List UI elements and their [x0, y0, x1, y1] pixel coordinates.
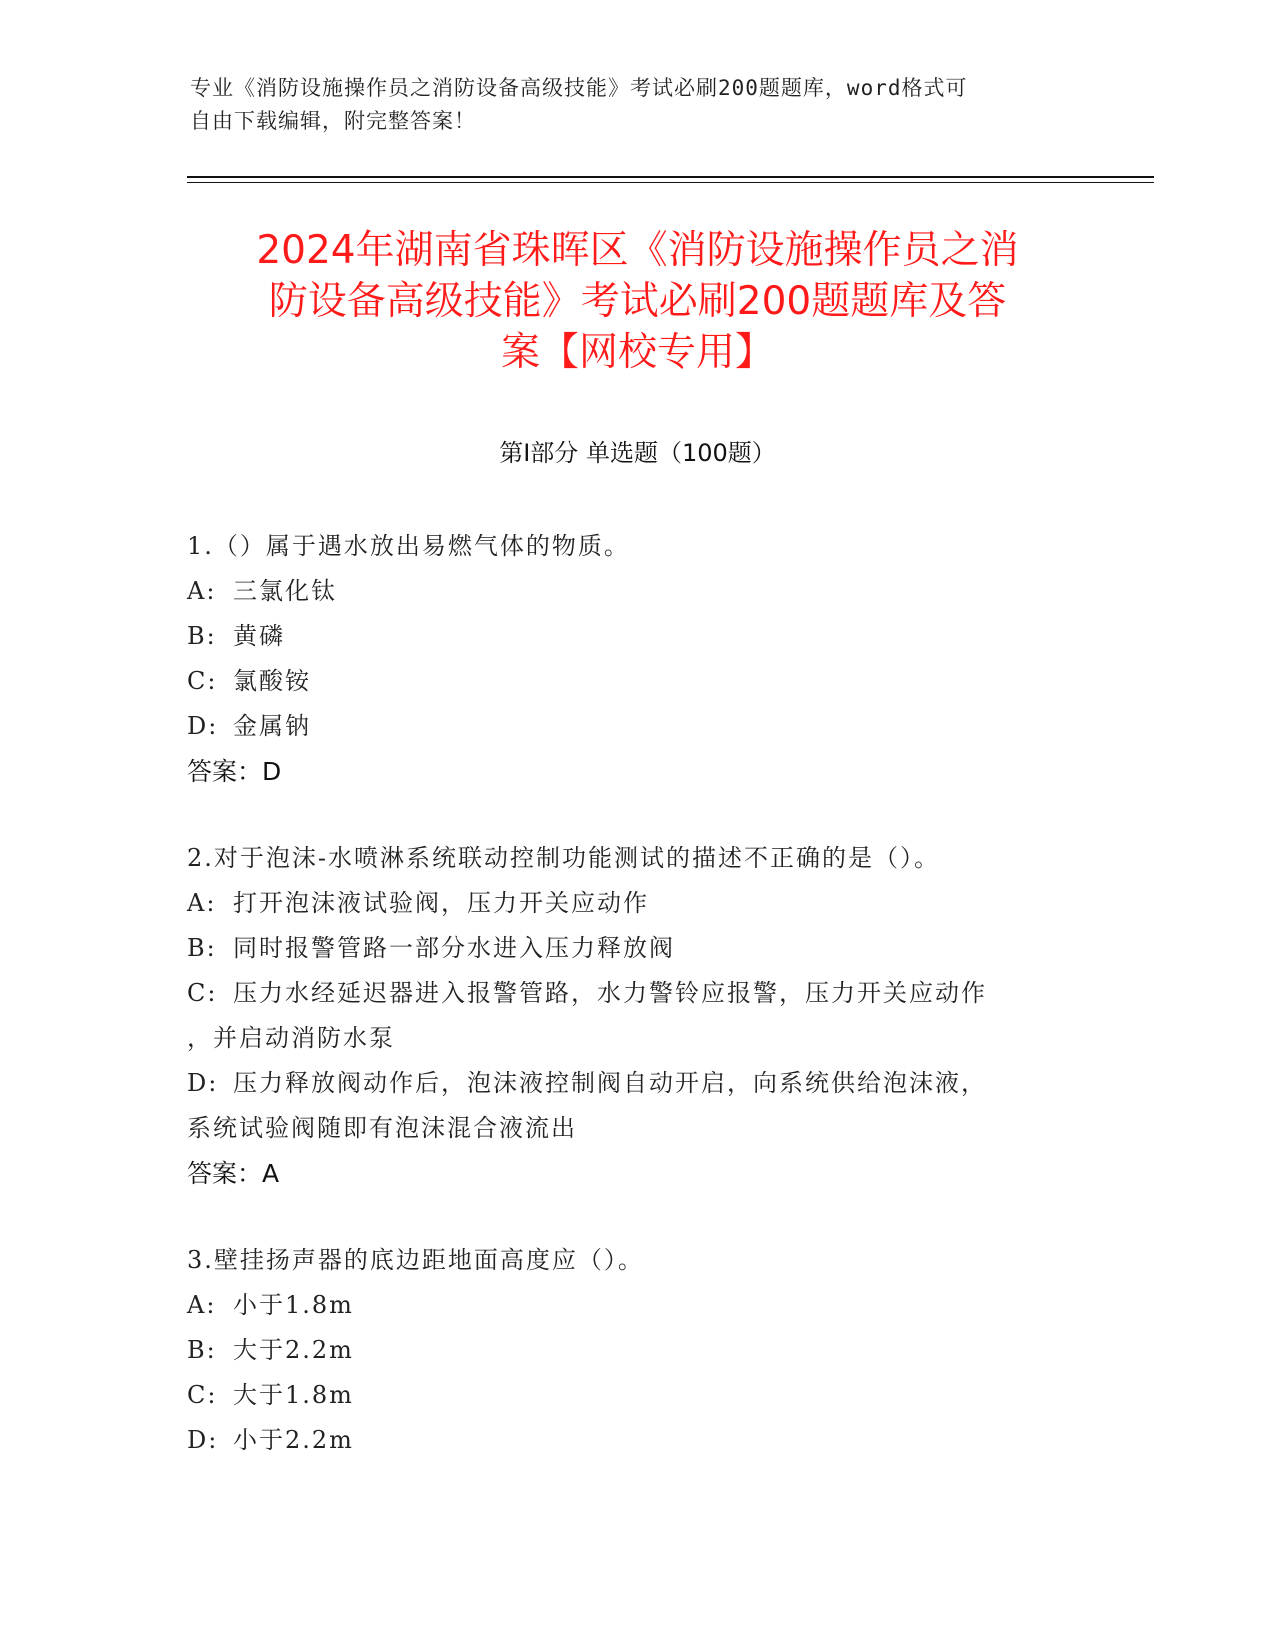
- document-title-line-2: 防设备高级技能》考试必刷200题题库及答: [268, 279, 1007, 324]
- option-text: 黄磷: [233, 622, 285, 650]
- option-text: 大于2.2m: [233, 1336, 354, 1364]
- option-letter: B:: [187, 622, 217, 650]
- question-option: [187, 1106, 1087, 1151]
- header-divider-thin: [187, 182, 1154, 183]
- document-title-line-3: 案【网校专用】: [500, 330, 774, 375]
- section-title: 第Ⅰ部分 单选题（100题）: [499, 439, 776, 467]
- document-title: [180, 225, 1095, 378]
- question-option: [187, 569, 1087, 614]
- option-letter: B:: [187, 934, 217, 962]
- question-option: [187, 1016, 1087, 1061]
- option-text: 大于1.8m: [233, 1381, 354, 1409]
- option-letter: D:: [187, 712, 219, 740]
- question-stem: 1.（）属于遇水放出易燃气体的物质。: [187, 532, 630, 560]
- question-list: [187, 524, 1087, 1505]
- question-option: [187, 614, 1087, 659]
- option-text: 同时报警管路一部分水进入压力释放阀: [233, 934, 675, 962]
- question-option: [187, 971, 1087, 1016]
- header-note-line-2: 自由下载编辑，附完整答案！: [190, 109, 476, 133]
- question-item: [187, 524, 1087, 794]
- question-option: [187, 1418, 1087, 1463]
- question-option: [187, 1283, 1087, 1328]
- option-text: 三氯化钛: [233, 577, 337, 605]
- header-divider-thick: [187, 176, 1154, 178]
- option-letter: A:: [187, 1291, 217, 1319]
- question-stem: 3.壁挂扬声器的底边距地面高度应（）。: [187, 1246, 644, 1274]
- option-text: ，并启动消防水泵: [187, 1024, 395, 1052]
- question-option: [187, 704, 1087, 749]
- option-text: 打开泡沫液试验阀，压力开关应动作: [233, 889, 649, 917]
- option-text: 压力释放阀动作后，泡沫液控制阀自动开启，向系统供给泡沫液，: [233, 1069, 987, 1097]
- option-letter: D:: [187, 1426, 219, 1454]
- header-note-line-1: 专业《消防设施操作员之消防设备高级技能》考试必刷200题题库，word格式可: [190, 76, 968, 100]
- option-letter: A:: [187, 577, 217, 605]
- question-item: [187, 836, 1087, 1196]
- option-text: 氯酸铵: [233, 667, 311, 695]
- header-note: [190, 72, 1080, 138]
- question-option: [187, 659, 1087, 704]
- option-text: 压力水经延迟器进入报警管路，水力警铃应报警，压力开关应动作: [233, 979, 987, 1007]
- option-text: 系统试验阀随即有泡沫混合液流出: [187, 1114, 577, 1142]
- question-option: [187, 1061, 1087, 1106]
- question-answer: 答案：D: [187, 757, 282, 786]
- option-letter: D:: [187, 1069, 219, 1097]
- option-text: 小于2.2m: [233, 1426, 354, 1454]
- option-letter: B:: [187, 1336, 217, 1364]
- question-option: [187, 1328, 1087, 1373]
- option-letter: C:: [187, 1381, 218, 1409]
- question-option: [187, 1373, 1087, 1418]
- option-letter: A:: [187, 889, 217, 917]
- document-title-line-1: 2024年湖南省珠晖区《消防设施操作员之消: [256, 228, 1019, 273]
- option-letter: C:: [187, 667, 218, 695]
- question-option: [187, 926, 1087, 971]
- option-letter: C:: [187, 979, 218, 1007]
- question-option: [187, 881, 1087, 926]
- question-item: [187, 1238, 1087, 1463]
- option-text: 金属钠: [233, 712, 311, 740]
- option-text: 小于1.8m: [233, 1291, 354, 1319]
- question-answer: 答案：A: [187, 1159, 280, 1188]
- question-stem: 2.对于泡沫-水喷淋系统联动控制功能测试的描述不正确的是（）。: [187, 844, 941, 872]
